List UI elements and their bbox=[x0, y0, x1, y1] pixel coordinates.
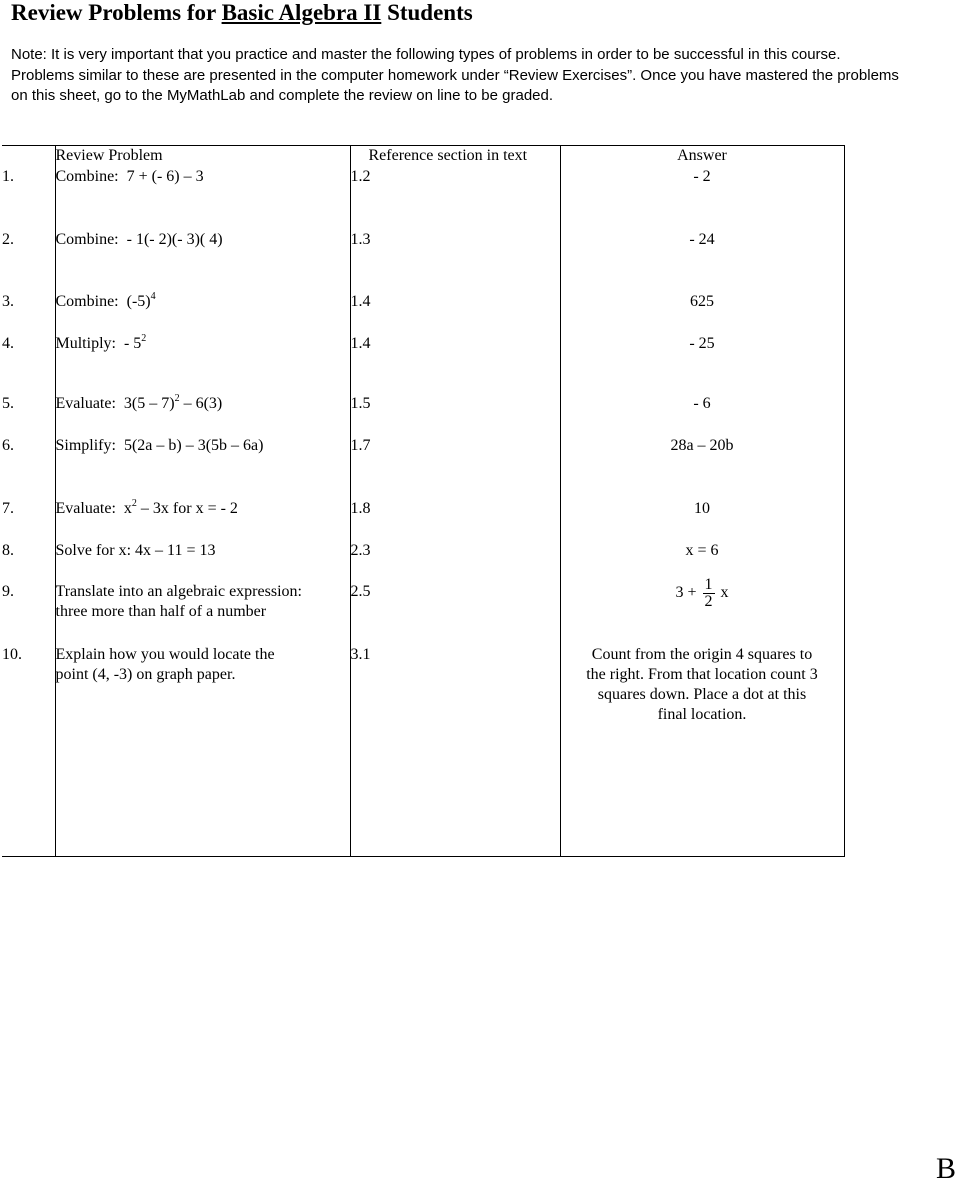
answer-trail: x bbox=[720, 583, 729, 601]
problem-label: Combine: bbox=[55, 167, 119, 185]
row-reference: 1.8 bbox=[350, 499, 560, 541]
row-number: 9. bbox=[2, 582, 55, 645]
problem-expression: 7 + (- 6) – 3 bbox=[126, 167, 204, 185]
row-reference: 3.1 bbox=[350, 645, 560, 857]
row-answer: - 24 bbox=[560, 230, 844, 292]
problem-expression: - 1(- 2)(- 3)( 4) bbox=[126, 230, 223, 248]
problem-label: Evaluate: bbox=[55, 394, 116, 412]
page-letter: B bbox=[935, 1152, 956, 1185]
table-row bbox=[2, 582, 844, 645]
problem-expression: 5(2a – b) – 3(5b – 6a) bbox=[123, 436, 264, 454]
row-reference: 1.4 bbox=[350, 292, 560, 334]
header-num bbox=[2, 146, 55, 167]
problem-base: (-5) bbox=[126, 292, 151, 310]
problem-base: x bbox=[123, 499, 132, 517]
row-problem bbox=[55, 541, 350, 582]
row-number: 6. bbox=[2, 436, 55, 499]
instructions-note bbox=[11, 45, 956, 107]
table-row bbox=[2, 645, 844, 857]
answer-line: Count from the origin 4 squares to bbox=[591, 645, 813, 663]
note-line: Note: It is very important that you practice and master the following types of problems in order to be successful in this course. bbox=[11, 46, 841, 63]
problem-label: Combine: bbox=[55, 292, 119, 310]
table-header-row bbox=[2, 146, 844, 167]
fraction-numerator: 1 bbox=[704, 575, 713, 593]
note-line: on this sheet, go to the MyMathLab and complete the review on line to be graded. bbox=[11, 87, 554, 104]
table-row bbox=[2, 394, 844, 436]
problem-label: Evaluate: bbox=[55, 499, 116, 517]
row-reference: 1.2 bbox=[350, 167, 560, 230]
answer-line: final location. bbox=[657, 705, 747, 723]
problem-label: Multiply: bbox=[55, 334, 116, 352]
row-number: 4. bbox=[2, 334, 55, 394]
row-problem bbox=[55, 167, 350, 230]
note-line: Problems similar to these are presented in the computer homework under “Review Exercises”. Once you have mastered the problems bbox=[11, 66, 899, 84]
row-answer bbox=[560, 645, 844, 857]
problem-line: three more than half of a number bbox=[55, 602, 267, 620]
problem-expression: 4x – 11 = 13 bbox=[135, 541, 216, 559]
title-prefix: Review Problems for bbox=[11, 0, 222, 25]
row-reference: 1.5 bbox=[350, 394, 560, 436]
problem-base: - 5 bbox=[123, 334, 142, 352]
title-suffix: Students bbox=[381, 0, 473, 25]
answer-line: the right. From that location count 3 bbox=[586, 665, 818, 683]
row-number: 5. bbox=[2, 394, 55, 436]
answer-lead: 3 + bbox=[675, 583, 697, 601]
row-problem bbox=[55, 230, 350, 292]
problem-exponent: 4 bbox=[150, 290, 156, 302]
fraction-denominator: 2 bbox=[704, 592, 713, 610]
row-reference: 1.4 bbox=[350, 334, 560, 394]
row-number: 10. bbox=[2, 645, 55, 857]
problem-tail: – 6(3) bbox=[183, 394, 223, 412]
row-reference: 1.7 bbox=[350, 436, 560, 499]
row-problem bbox=[55, 645, 350, 857]
table-row bbox=[2, 541, 844, 582]
problem-line: point (4, -3) on graph paper. bbox=[55, 665, 236, 683]
row-problem bbox=[55, 394, 350, 436]
row-answer: 10 bbox=[560, 499, 844, 541]
answer-line: squares down. Place a dot at this bbox=[597, 685, 807, 703]
row-problem bbox=[55, 582, 350, 645]
table-row bbox=[2, 292, 844, 334]
row-answer: - 25 bbox=[560, 334, 844, 394]
row-number: 1. bbox=[2, 167, 55, 230]
row-number: 8. bbox=[2, 541, 55, 582]
table-row bbox=[2, 499, 844, 541]
row-number: 7. bbox=[2, 499, 55, 541]
row-answer: 28a – 20b bbox=[560, 436, 844, 499]
problem-base: 3(5 – 7) bbox=[123, 394, 175, 412]
row-number: 2. bbox=[2, 230, 55, 292]
problem-line: Translate into an algebraic expression: bbox=[55, 582, 302, 600]
header-reference: Reference section in text bbox=[350, 146, 560, 167]
row-problem bbox=[55, 499, 350, 541]
row-reference: 1.3 bbox=[350, 230, 560, 292]
problem-exponent: 2 bbox=[174, 392, 180, 404]
table-row bbox=[2, 334, 844, 394]
problem-tail: – 3x for x = - 2 bbox=[140, 499, 238, 517]
header-problem: Review Problem bbox=[55, 146, 350, 167]
problem-label: Simplify: bbox=[55, 436, 116, 454]
problem-label: Solve for x: bbox=[55, 541, 132, 559]
problem-exponent: 2 bbox=[141, 332, 147, 344]
row-answer bbox=[560, 575, 844, 645]
answer-fraction bbox=[703, 577, 715, 610]
problem-exponent: 2 bbox=[131, 497, 137, 509]
table-row bbox=[2, 167, 844, 230]
row-answer: x = 6 bbox=[560, 541, 844, 582]
problem-line: Explain how you would locate the bbox=[55, 645, 275, 663]
row-reference: 2.5 bbox=[350, 582, 560, 645]
table-row bbox=[2, 230, 844, 292]
row-answer: 625 bbox=[560, 292, 844, 334]
row-problem bbox=[55, 436, 350, 499]
row-answer: - 6 bbox=[560, 394, 844, 436]
row-answer: - 2 bbox=[560, 167, 844, 230]
page-title bbox=[11, 0, 473, 26]
table-row bbox=[2, 436, 844, 499]
row-problem bbox=[55, 334, 350, 394]
row-reference: 2.3 bbox=[350, 541, 560, 582]
answer-expression bbox=[561, 577, 844, 610]
problem-label: Combine: bbox=[55, 230, 119, 248]
review-problems-table bbox=[2, 145, 845, 857]
row-problem bbox=[55, 292, 350, 334]
title-course: Basic Algebra II bbox=[221, 0, 382, 25]
header-answer: Answer bbox=[560, 146, 844, 167]
row-number: 3. bbox=[2, 292, 55, 334]
